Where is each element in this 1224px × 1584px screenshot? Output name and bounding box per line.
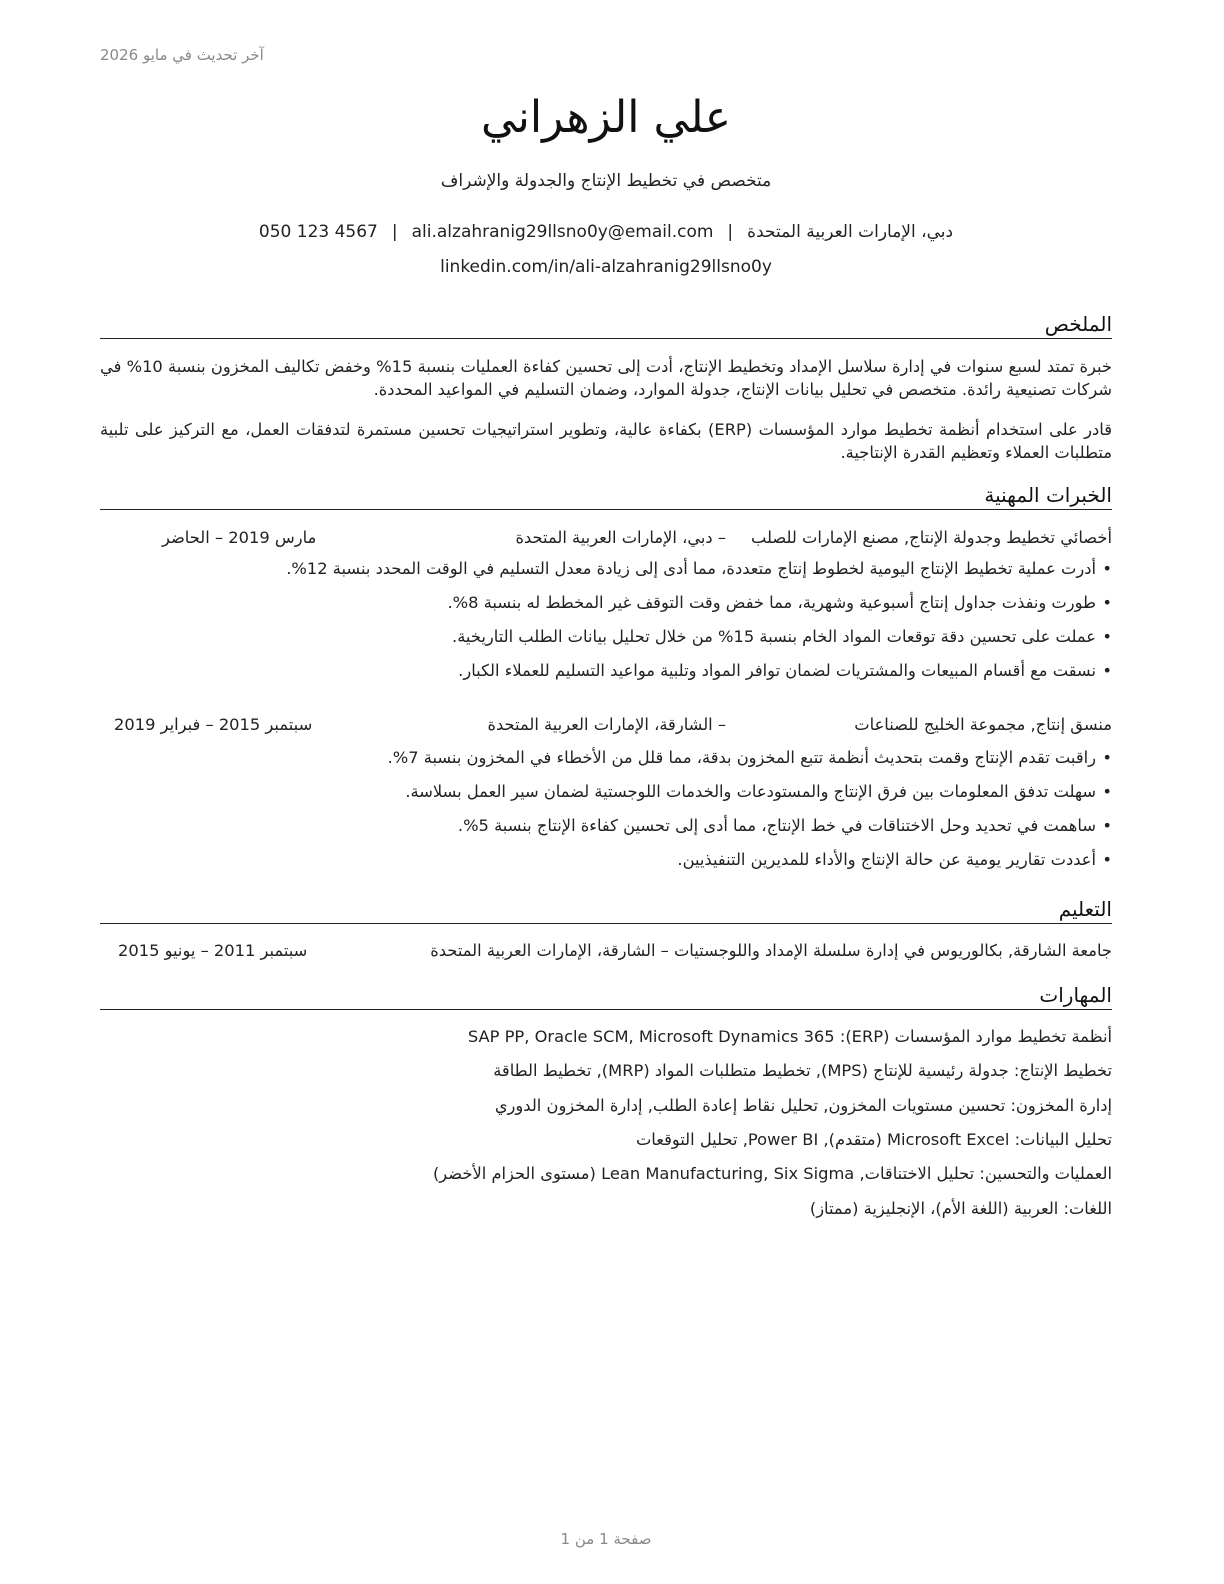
contact-phone: 050 123 4567 [258,222,378,242]
job-role: منسق إنتاج, مجموعة الخليج للصناعات [854,715,1112,734]
education-entry-row [100,941,1112,965]
job-header [100,528,1112,552]
contact-separator: | [391,222,398,242]
skill-item: العمليات والتحسين: تحليل الاختناقات, Lean Manufacturing, Six Sigma (مستوى الحزام الأخضر) [432,1164,1112,1183]
list-item: • أعددت تقارير يومية عن حالة الإنتاج والأداء للمديرين التنفيذيين. [100,848,1112,882]
job-location: – الشارقة، الإمارات العربية المتحدة [487,715,726,734]
list-item: • سهلت تدفق المعلومات بين فرق الإنتاج والمستودعات والخدمات اللوجستية لضمان سير العمل بسلاسة. [100,780,1112,814]
contact-separator: | [727,222,734,242]
skills-heading: المهارات [100,983,1112,1010]
resume-page [100,0,1112,1584]
education-dates: سبتمبر 2011 – يونيو 2015 [118,941,308,960]
job-dates: مارس 2019 – الحاضر [162,528,317,547]
contact-line [100,222,1112,242]
job-role: أخصائي تخطيط وجدولة الإنتاج, مصنع الإمارات للصلب [751,528,1112,547]
skill-item: أنظمة تخطيط موارد المؤسسات (ERP): SAP PP, Oracle SCM, Microsoft Dynamics 365 [467,1027,1112,1046]
experience-heading: الخبرات المهنية [100,483,1112,510]
page-number: صفحة 1 من 1 [560,1530,652,1548]
last-updated: آخر تحديث في مايو 2026 [100,46,264,64]
skill-item: تخطيط الإنتاج: جدولة رئيسية للإنتاج (MPS), تخطيط متطلبات المواد (MRP), تخطيط الطاقة [493,1061,1112,1080]
list-item: • ساهمت في تحديد وحل الاختناقات في خط الإنتاج، مما أدى إلى تحسين كفاءة الإنتاج بنسبة 5%. [100,814,1112,848]
list-item: • أدرت عملية تخطيط الإنتاج اليومية لخطوط إنتاج متعددة، مما أدى إلى زيادة معدل التسليم في الوقت المحدد بنسبة 12%. [100,557,1112,591]
contact-location: دبي، الإمارات العربية المتحدة [747,222,954,242]
candidate-name: علي الزهراني [480,92,731,143]
list-item: • عملت على تحسين دقة توقعات المواد الخام بنسبة 15% من خلال تحليل بيانات الطلب التاريخية. [100,625,1112,659]
job-bullets [100,746,1112,882]
skill-item: إدارة المخزون: تحسين مستويات المخزون, تحليل نقاط إعادة الطلب, إدارة المخزون الدوري [494,1096,1112,1115]
candidate-title: متخصص في تخطيط الإنتاج والجدولة والإشراف [440,171,772,191]
skill-item: اللغات: العربية (اللغة الأم)، الإنجليزية (ممتاز) [809,1199,1112,1218]
job-bullets [100,557,1112,693]
contact-linkedin[interactable]: linkedin.com/in/ali-alzahranig29llsno0y [440,257,772,277]
list-item: • طورت ونفذت جداول إنتاج أسبوعية وشهرية، مما خفض وقت التوقف غير المخطط له بنسبة 8%. [100,591,1112,625]
education-entry: جامعة الشارقة, بكالوريوس في إدارة سلسلة الإمداد واللوجستيات – الشارقة، الإمارات العربية المتحدة [430,941,1112,960]
skill-item: تحليل البيانات: Microsoft Excel (متقدم), Power BI, تحليل التوقعات [635,1130,1112,1149]
summary-heading: الملخص [100,312,1112,339]
job-header [100,715,1112,739]
contact-email[interactable]: ali.alzahranig29llsno0y@email.com [411,222,714,242]
list-item: • راقبت تقدم الإنتاج وقمت بتحديث أنظمة تتبع المخزون بدقة، مما قلل من الأخطاء في المخزون بنسبة 7%. [100,746,1112,780]
list-item: • نسقت مع أقسام المبيعات والمشتريات لضمان توافر المواد وتلبية مواعيد التسليم للعملاء الكبار. [100,659,1112,693]
education-heading: التعليم [100,897,1112,924]
summary-paragraph-2: قادر على استخدام أنظمة تخطيط موارد المؤسسات (ERP) بكفاءة عالية، وتطوير استراتيجيات تحسين مستمرة لتدفقات العمل، مع التركيز على تلبية متطلبات العملاء وتعظيم القدرة الإنتاجية. [100,420,1112,462]
job-location: – دبي، الإمارات العربية المتحدة [515,528,726,547]
job-dates: سبتمبر 2015 – فبراير 2019 [114,715,313,734]
summary-paragraph-1: خبرة تمتد لسبع سنوات في إدارة سلاسل الإمداد وتخطيط الإنتاج، أدت إلى تحسين كفاءة العمليات بنسبة 15% وخفض تكاليف المخزون بنسبة 10% في شركات تصنيعية رائدة. متخصص في تحليل بيانات الإنتاج، جدولة الموارد، وضمان التسليم في المواعيد المحددة. [100,357,1112,399]
